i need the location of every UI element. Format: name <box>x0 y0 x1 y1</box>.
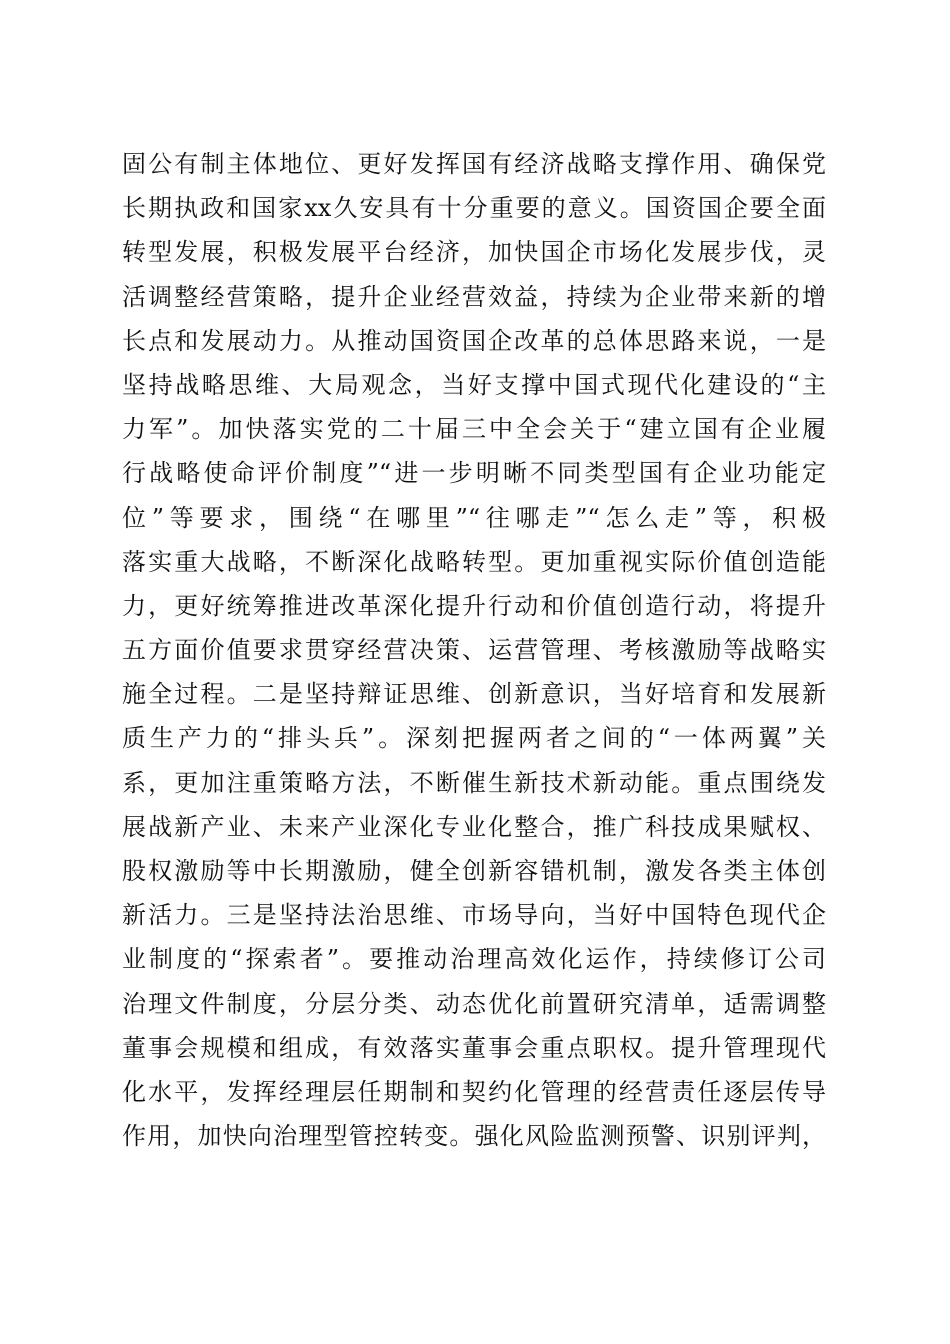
text-line-13: 施全过程。二是坚持辩证思维、创新意识，当好培育和发展新 <box>122 680 826 709</box>
text-line-4: 活调整经营策略，提升企业经营效益，持续为企业带来新的增 <box>122 282 826 311</box>
text-line-15: 系，更加注重策略方法，不断催生新技术新动能。重点围绕发 <box>122 768 826 797</box>
text-line-19: 业制度的“探索者”。要推动治理高效化运作，持续修订公司 <box>122 945 826 974</box>
text-line-18: 新活力。三是坚持法治思维、市场导向，当好中国特色现代企 <box>122 901 826 930</box>
text-line-22: 化水平，发挥经理层任期制和契约化管理的经营责任逐层传导 <box>122 1077 826 1106</box>
body-paragraph <box>122 142 826 1158</box>
text-line-1: 固公有制主体地位、更好发挥国有经济战略支撑作用、确保党 <box>122 150 826 178</box>
text-line-17: 股权激励等中长期激励，健全创新容错机制，激发各类主体创 <box>122 857 826 885</box>
text-line-9: 位”等要求，围绕“在哪里”“往哪走”“怎么走”等，积极 <box>122 503 826 532</box>
text-line-2: 长期执政和国家xx久安具有十分重要的意义。国资国企要全面 <box>122 194 826 223</box>
text-line-5: 长点和发展动力。从推动国资国企改革的总体思路来说，一是 <box>122 326 826 355</box>
text-line-23: 作用，加快向治理型管控转变。强化风险监测预警、识别评判， <box>122 1122 826 1151</box>
text-line-11: 力，更好统筹推进改革深化提升行动和价值创造行动，将提升 <box>122 591 826 620</box>
text-line-16: 展战新产业、未来产业深化专业化整合，推广科技成果赋权、 <box>122 812 826 841</box>
text-line-10: 落实重大战略，不断深化战略转型。更加重视实际价值创造能 <box>122 547 826 576</box>
text-line-7: 力军”。加快落实党的二十届三中全会关于“建立国有企业履 <box>122 415 826 444</box>
text-line-12: 五方面价值要求贯穿经营决策、运营管理、考核激励等战略实 <box>122 636 826 665</box>
text-line-6: 坚持战略思维、大局观念，当好支撑中国式现代化建设的“主 <box>122 370 826 399</box>
text-line-21: 董事会规模和组成，有效落实董事会重点职权。提升管理现代 <box>122 1033 826 1062</box>
text-line-14: 质生产力的“排头兵”。深刻把握两者之间的“一体两翼”关 <box>122 724 826 753</box>
text-line-8: 行战略使命评价制度”“进一步明晰不同类型国有企业功能定 <box>122 459 826 488</box>
text-line-20: 治理文件制度，分层分类、动态优化前置研究清单，适需调整 <box>122 989 826 1018</box>
text-line-3: 转型发展，积极发展平台经济，加快国企市场化发展步伐，灵 <box>122 238 826 267</box>
